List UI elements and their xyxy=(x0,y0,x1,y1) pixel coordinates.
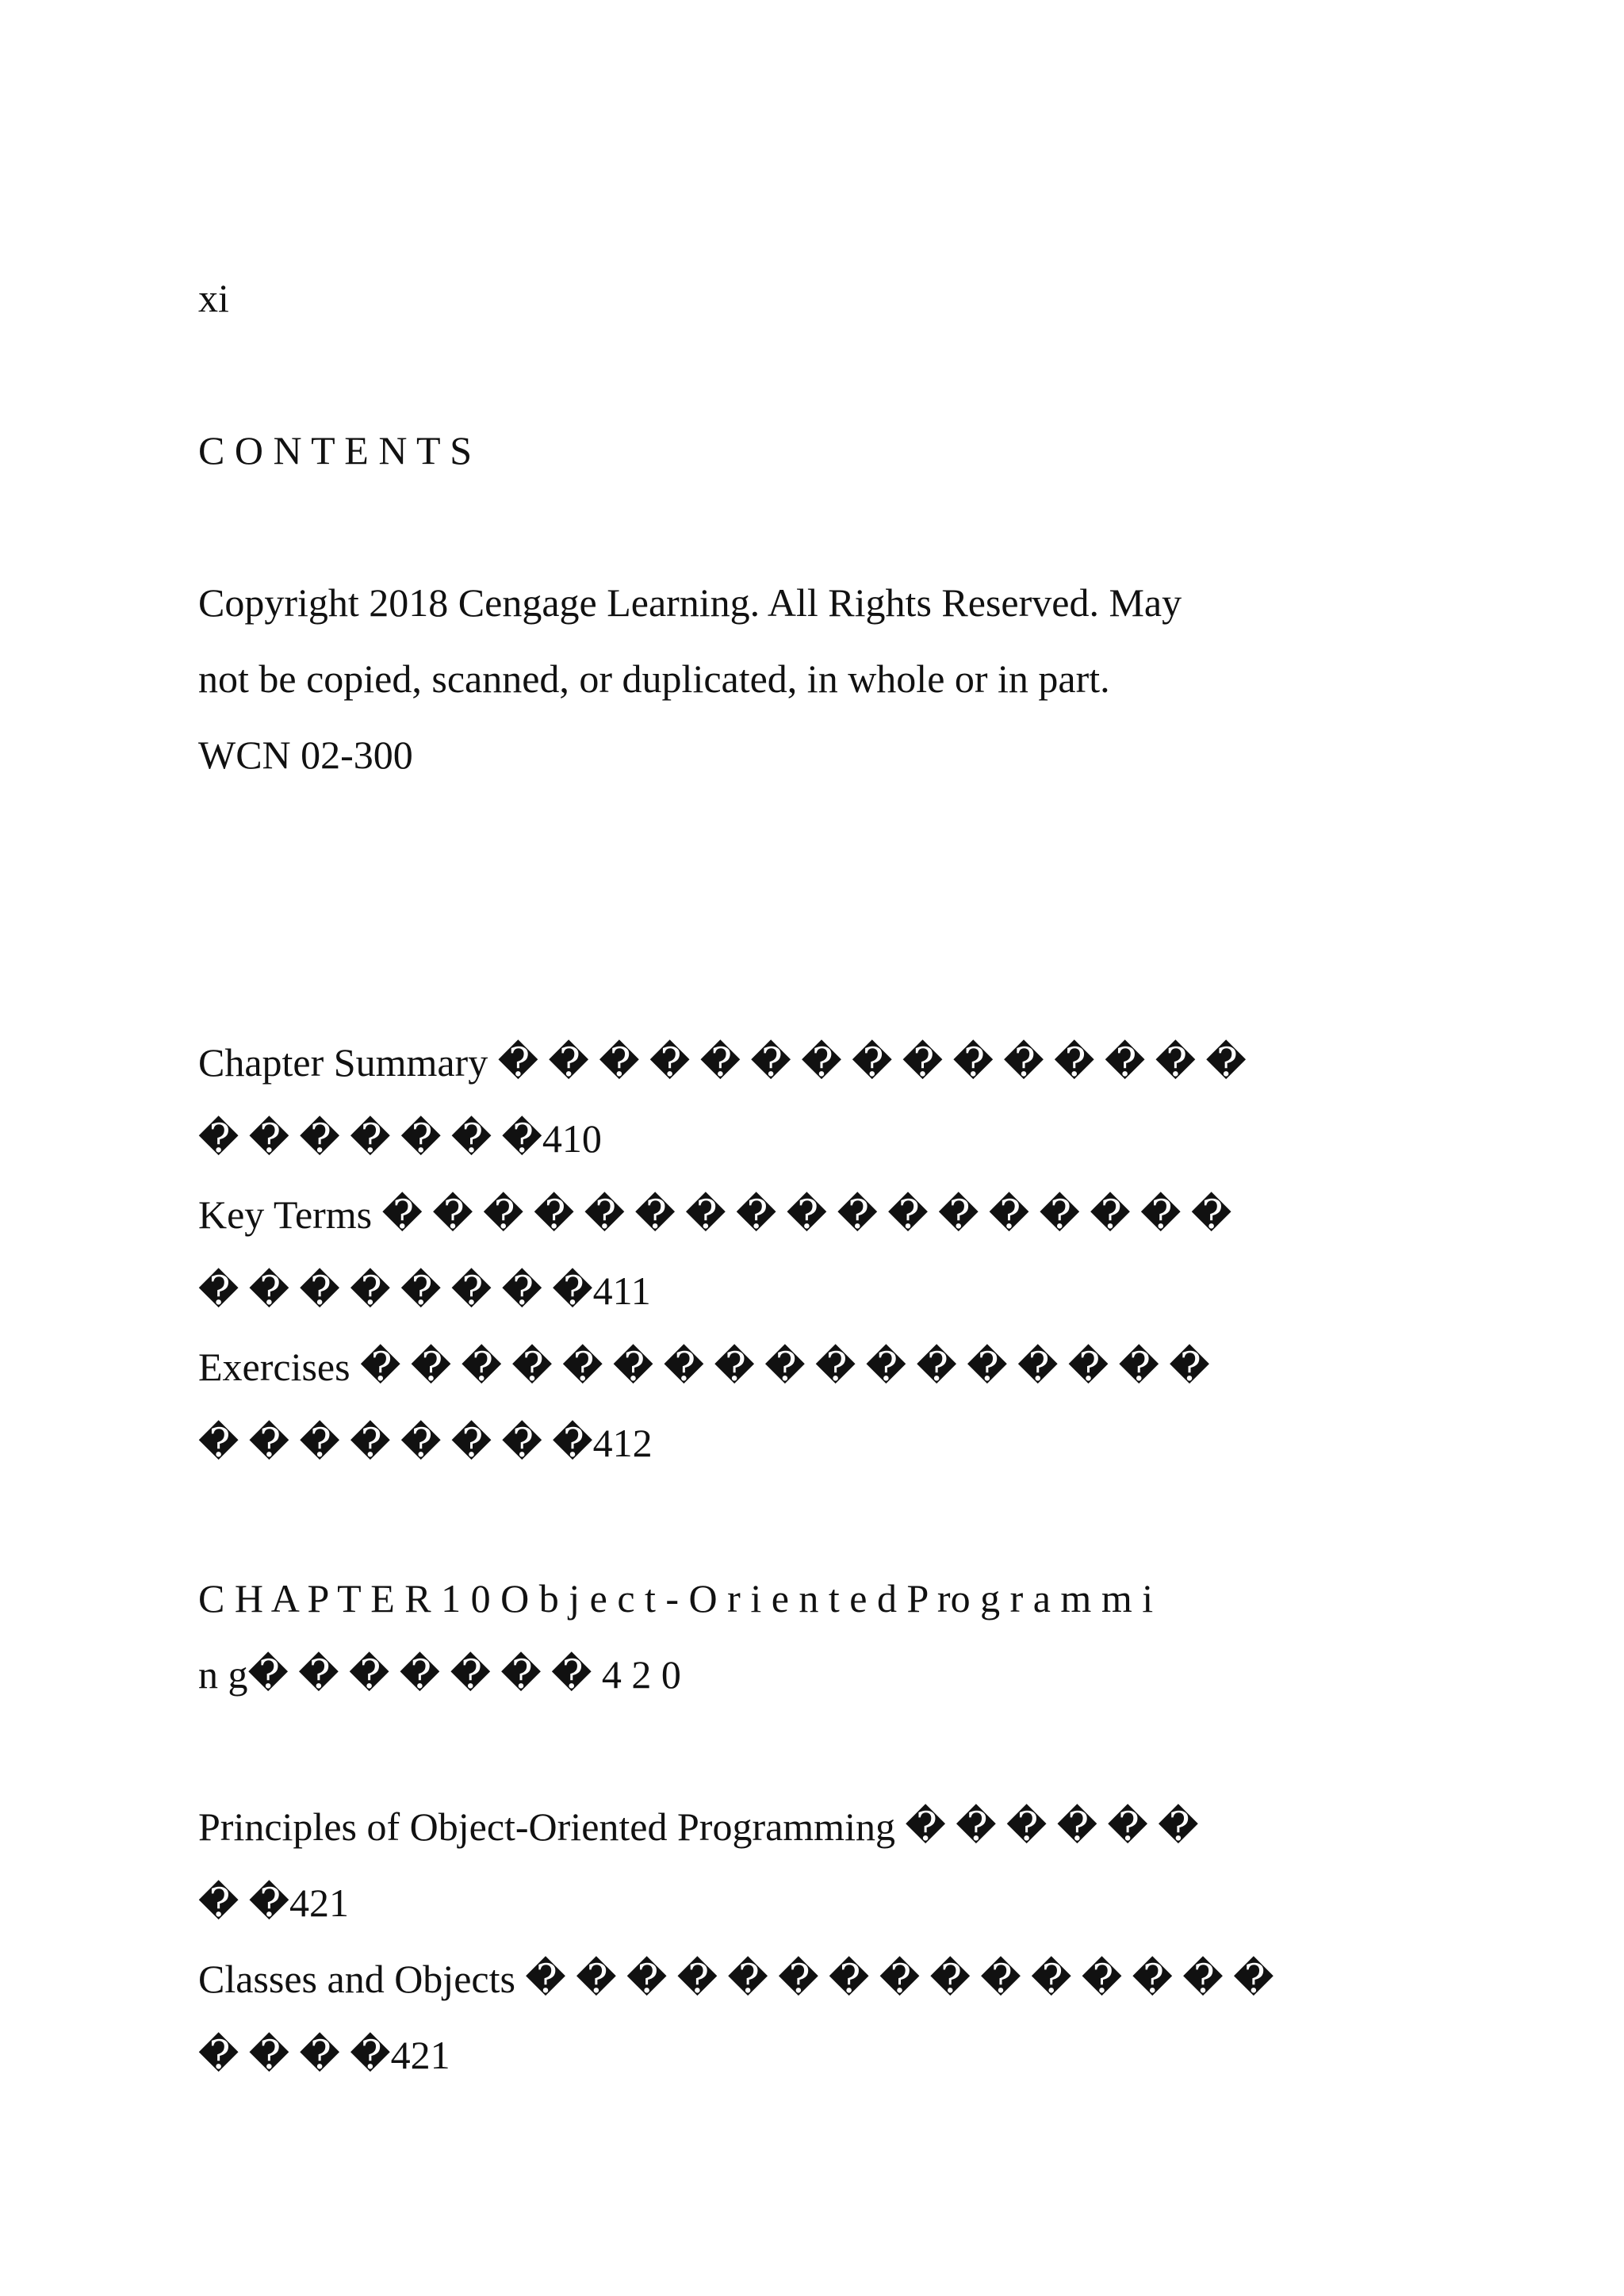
copyright-line-1: Copyright 2018 Cengage Learning. All Rights Reserved. May xyxy=(198,580,1182,625)
toc-chapter-10-page: n g� � � � � � � 4 2 0 xyxy=(198,1652,681,1697)
section-title: C O N T E N T S xyxy=(198,428,472,473)
copyright-line-3: WCN 02-300 xyxy=(198,733,413,777)
page-number: xi xyxy=(198,276,229,320)
toc-entry-key-terms: Key Terms � � � � � � � � � � � � � � � � � xyxy=(198,1192,1232,1237)
toc-entry-classes-objects-page: � � � �421 xyxy=(198,2033,450,2077)
toc-entry-principles-oop-page: � �421 xyxy=(198,1881,350,1925)
toc-entry-principles-oop: Principles of Object-Oriented Programming � � � � � � xyxy=(198,1804,1199,1849)
toc-entry-key-terms-page: � � � � � � � �411 xyxy=(198,1269,651,1313)
toc-entry-exercises-page: � � � � � � � �412 xyxy=(198,1421,653,1465)
toc-entry-chapter-summary: Chapter Summary � � � � � � � � � � � � � � � xyxy=(198,1040,1247,1085)
toc-entry-exercises: Exercises � � � � � � � � � � � � � � � � � xyxy=(198,1345,1210,1389)
copyright-line-2: not be copied, scanned, or duplicated, in whole or in part. xyxy=(198,656,1110,701)
toc-chapter-10-heading: C H A P T E R 1 0 O b j e c t - O r i e n t e d P ro g r a m m i xyxy=(198,1576,1154,1621)
toc-entry-classes-objects: Classes and Objects � � � � � � � � � � � � � � � xyxy=(198,1957,1274,2001)
toc-entry-chapter-summary-page: � � � � � � �410 xyxy=(198,1116,602,1161)
